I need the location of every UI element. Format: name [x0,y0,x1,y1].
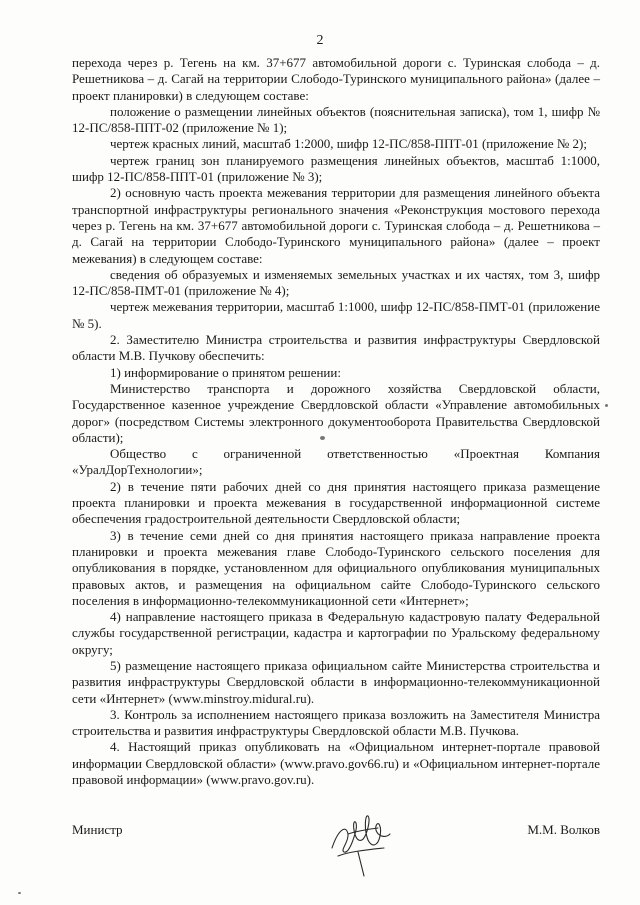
paragraph-section: 2. Заместителю Министра строительства и развития инфраструктуры Свердловской области М.В. Пучкову обеспечить: [72,332,600,364]
paragraph-item: 1) информирование о принятом решении: [110,364,341,380]
signer-title: Министр [72,822,123,837]
paragraph-item: 4) направление настоящего приказа в Федеральную кадастровую палату Федеральной службы государственной регистрации, кадастра и картографии по Уральскому федеральному округу; [72,609,600,657]
paragraph-item: 2) основную часть проекта межевания территории для размещения линейного объекта транспортной инфраструктуры регионального значения «Реконструкция мостового перехода через р. Тегень на км. 37+677 автомобильной дороги с. Туринская слобода – д. Решетникова – д. Сагай на территории Слободо-Туринского муниципального района» (далее – проект межевания) в следующем составе: [72,185,600,266]
paragraph-item: Общество с ограниченной ответственностью «Проектная Компания «УралДорТехнологии»; [72,446,600,478]
scan-speck [18,892,21,894]
paragraph-item: 5) размещение настоящего приказа официальном сайте Министерства строительства и развития инфраструктуры Свердловской области в информационно-телекоммуникационной сети «Интернет» (www.minstroy.midural.ru). [72,657,600,706]
scan-speck [320,436,325,440]
paragraph-section: 4. Настоящий приказ опубликовать на «Официальном интернет-портале правовой информации Свердловской области» (www.pravo.gov66.ru) и «Официальном интернет-портале правовой информации» (www.pravo.gov.ru). [72,739,600,788]
paragraph-section: 3. Контроль за исполнением настоящего приказа возложить на Заместителя Министра строительства и развития инфраструктуры Свердловской области М.В. Пучкова. [72,706,600,739]
page-number: 2 [316,33,324,48]
paragraph-item: чертеж межевания территории, масштаб 1:1000, шифр 12-ПС/858-ПМТ-01 (приложение № 5). [72,299,600,331]
signer-name: М.М. Волков [527,822,600,837]
handwritten-signature [318,790,408,880]
paragraph-item: Министерство транспорта и дорожного хозяйства Свердловской области, Государственное казенное учреждение Свердловской области «Управление автомобильных дорог» (посредством Системы электронного документооборота Правительства Свердловской области); [72,380,600,445]
document-body [72,55,600,788]
paragraph-item: 3) в течение семи дней со дня принятия настоящего приказа направление проекта планировки и проекта межевания главе Слободо-Туринского сельского поселения для опубликования в порядке, установленном для официального опубликования муниципальных правовых актов, и размещения на официальном сайте Слободо-Туринского сельского поселения в информационно-телекоммуникационной сети «Интернет»; [72,527,600,608]
paragraph-continuation: перехода через р. Тегень на км. 37+677 автомобильной дороги с. Туринская слобода – д. Решетникова – д. Сагай на территории Слободо-Туринского муниципального района» (далее – проект планировки) в следующем составе: [72,55,600,103]
paragraph-item: положение о размещении линейных объектов (пояснительная записка), том 1, шифр № 12-ПС/858-ППТ-02 (приложение № 1); [72,103,600,136]
paragraph-item: чертеж красных линий, масштаб 1:2000, шифр 12-ПС/858-ППТ-01 (приложение № 2); [110,136,587,152]
paragraph-item: сведения об образуемых и изменяемых земельных участках и их частях, том 3, шифр 12-ПС/858-ПМТ-01 (приложение № 4); [72,266,600,299]
scan-speck [605,404,608,407]
paragraph-item: чертеж границ зон планируемого размещения линейных объектов, масштаб 1:1000, шифр 12-ПС/858-ППТ-01 (приложение № 3); [72,152,600,185]
paragraph-item: 2) в течение пяти рабочих дней со дня принятия настоящего приказа размещение проекта планировки и проекта межевания в государственной информационной системе обеспечения градостроительной деятельности Свердловской области; [72,478,600,527]
